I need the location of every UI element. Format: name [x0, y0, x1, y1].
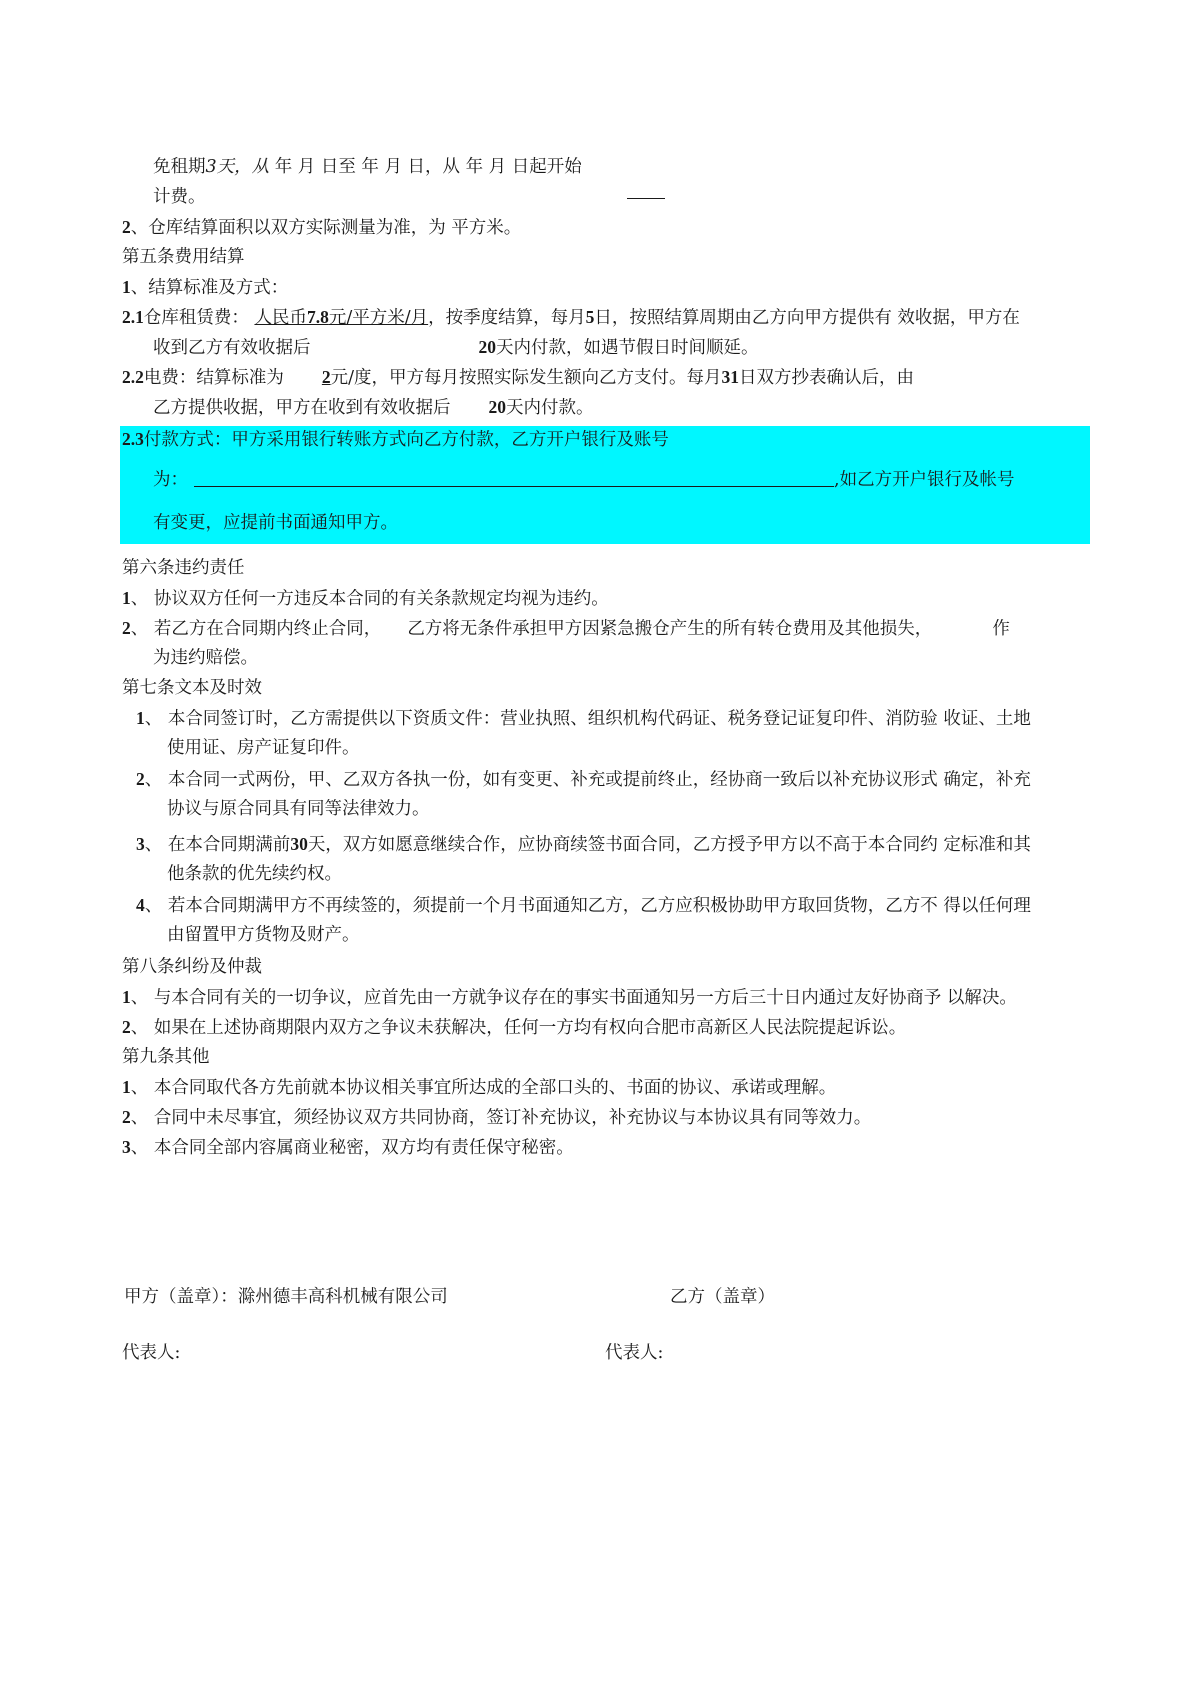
party-b-seal: 乙方（盖章） [670, 1287, 775, 1307]
dispute-clause-2: 2、 如果在上述协商期限内双方之争议未获解决，任何一方均有权向合肥市高新区人民法院提起诉讼。 [122, 1017, 907, 1038]
electricity-clause: 2.2电费：结算标准为 2元/度，甲方每月按照实际发生额向乙方支付。每月31日双方抄表确认后，由 [122, 367, 915, 388]
party-a-seal: 甲方（盖章）：滁州德丰高科机械有限公司 [124, 1287, 448, 1307]
article-6-title: 第六条违约责任 [122, 558, 245, 578]
breach-clause-2-line-2: 为违约赔偿。 [153, 648, 258, 668]
validity-clause-3: 3、 在本合同期满前30天，双方如愿意继续合作，应协商续签书面合同，乙方授予甲方以不高于本合同约 定标准和其 [136, 834, 1031, 855]
validity-clause-4: 4、 若本合同期满甲方不再续签的，须提前一个月书面通知乙方，乙方应积极协助甲方取回货物，乙方不 得以任何理 [136, 895, 1031, 916]
validity-clause-1: 1、 本合同签订时，乙方需提供以下资质文件：营业执照、组织机构代码证、税务登记证复印件、消防验 收证、土地 [136, 708, 1031, 729]
electricity-clause-2: 乙方提供收据，甲方在收到有效收据后 20天内付款。 [153, 397, 594, 418]
rent-free-line-2: 计费。 [153, 187, 206, 207]
bank-account-line: 为： ,如乙方开户银行及帐号 [153, 470, 1015, 490]
bank-account-blank [194, 486, 834, 487]
rent-fee-clause-2: 收到乙方有效收据后 20天内付款，如遇节假日时间顺延。 [153, 337, 759, 358]
settlement-clause: 1、结算标准及方式： [122, 277, 289, 298]
other-clause-3: 3、 本合同全部内容属商业秘密，双方均有责任保守秘密。 [122, 1137, 574, 1158]
bank-change-line: 有变更，应提前书面通知甲方。 [153, 513, 398, 533]
dash-line [627, 198, 665, 199]
validity-clause-2-line-2: 协议与原合同具有同等法律效力。 [167, 799, 430, 819]
validity-clause-2: 2、 本合同一式两份，甲、乙双方各执一份，如有变更、补充或提前终止，经协商一致后以补充协议形式 确定，补充 [136, 769, 1031, 790]
rent-fee-clause: 2.1仓库租赁费： 人民币7.8元/平方米/月，按季度结算，每月5日，按照结算周期由乙方向甲方提供有 效收据，甲方在 [122, 307, 1020, 328]
breach-clause-1: 1、 协议双方任何一方违反本合同的有关条款规定均视为违约。 [122, 588, 609, 609]
article-5-title: 第五条费用结算 [122, 247, 245, 267]
article-8-title: 第八条纠纷及仲裁 [122, 957, 262, 977]
article-7-title: 第七条文本及时效 [122, 678, 262, 698]
article-9-title: 第九条其他 [122, 1047, 210, 1067]
party-b-representative: 代表人: [605, 1343, 664, 1363]
payment-method-clause: 2.3付款方式：甲方采用银行转账方式向乙方付款，乙方开户银行及账号 [122, 429, 669, 450]
validity-clause-1-line-2: 使用证、房产证复印件。 [167, 738, 360, 758]
validity-clause-3-line-2: 他条款的优先续约权。 [167, 864, 342, 884]
other-clause-1: 1、 本合同取代各方先前就本协议相关事宜所达成的全部口头的、书面的协议、承诺或理解。 [122, 1077, 837, 1098]
other-clause-2: 2、 合同中未尽事宜，须经协议双方共同协商，签订补充协议，补充协议与本协议具有同等效力。 [122, 1107, 872, 1128]
party-a-representative: 代表人: [122, 1343, 181, 1363]
rent-free-line: 免租期3天，从 年 月 日至 年 月 日，从 年 月 日起开始 [153, 157, 582, 177]
breach-clause-2: 2、 若乙方在合同期内终止合同， 乙方将无条件承担甲方因紧急搬仓产生的所有转仓费用及其他损失， 作 [122, 618, 1010, 639]
area-clause: 2、仓库结算面积以双方实际测量为准，为 平方米。 [122, 217, 522, 238]
dispute-clause-1: 1、 与本合同有关的一切争议，应首先由一方就争议存在的事实书面通知另一方后三十日内通过友好协商予 以解决。 [122, 987, 1017, 1008]
validity-clause-4-line-2: 由留置甲方货物及财产。 [167, 925, 360, 945]
